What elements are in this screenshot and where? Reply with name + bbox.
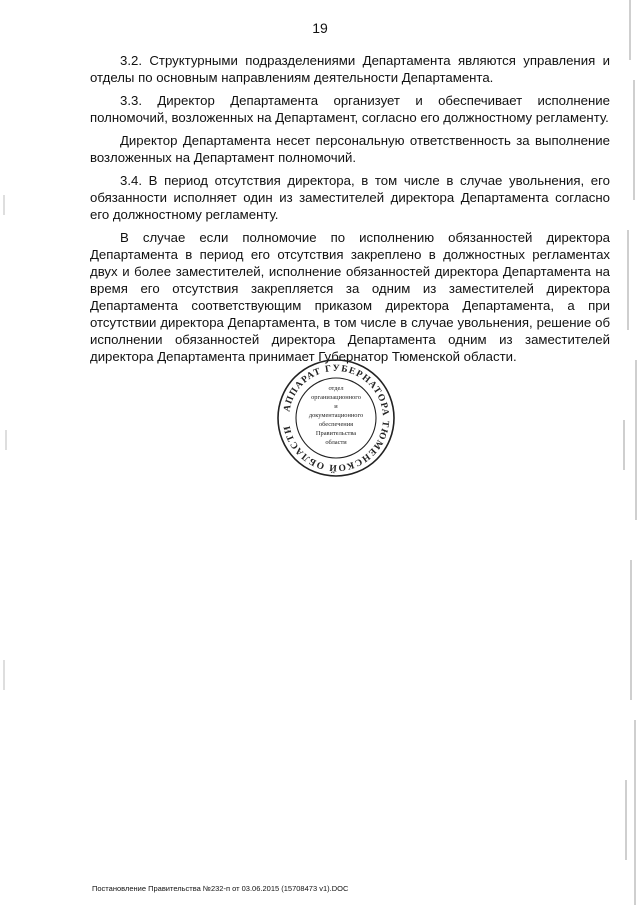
page-number: 19 — [312, 20, 328, 36]
scan-edge-noise — [610, 0, 640, 905]
stamp-center-line: и — [334, 403, 338, 410]
paragraph-3-2: 3.2. Структурными подразделениями Департамента являются управления и отделы по основным направлениям деятельности Департамента. — [90, 53, 610, 85]
stamp-ring-text: АППАРАТ ГУБЕРНАТОРА ТЮМЕНСКОЙ ОБЛАСТИ — [282, 363, 391, 473]
stamp-center-line: обеспечения — [318, 421, 354, 428]
scan-edge-noise — [0, 0, 12, 905]
document-body — [90, 52, 610, 371]
stamp-center-line: Правительства — [315, 430, 357, 437]
stamp-center-line: области — [325, 439, 347, 446]
paragraph-deputy-assignment: В случае если полномочие по исполнению обязанностей директора Департамента в период его отсутствия закреплено в должностных регламентах двух и более заместителей, исполнение обязанностей директора Департамента на время его отсутствия закрепляется за одним из заместителей директора Департамента соответствующим приказом директора Департамента, а при отсутствии директора Департамента, в том числе в случае увольнения, решение об исполнении обязанностей директора Департамента одним из заместителей директора Департамента принимает Губернатор Тюменской области. — [90, 230, 610, 364]
paragraph-3-4: 3.4. В период отсутствия директора, в том числе в случае увольнения, его обязанности исполняет один из заместителей директора Департамента согласно его должностному регламенту. — [90, 173, 610, 222]
stamp-center-line: отдел — [328, 385, 344, 392]
official-stamp — [275, 357, 397, 479]
paragraph-3-3: 3.3. Директор Департамента организует и обеспечивает исполнение полномочий, возложенных на Департамент, согласно его должностному регламенту. — [90, 93, 610, 125]
stamp-center-line: документационного — [308, 412, 364, 419]
footer-document-reference: Постановление Правительства №232-п от 03.06.2015 (15708473 v1).DOC — [92, 884, 349, 893]
paragraph-director-responsibility: Директор Департамента несет персональную ответственность за выполнение возложенных на Департамент полномочий. — [90, 133, 610, 165]
stamp-center-line: организационного — [311, 394, 361, 401]
